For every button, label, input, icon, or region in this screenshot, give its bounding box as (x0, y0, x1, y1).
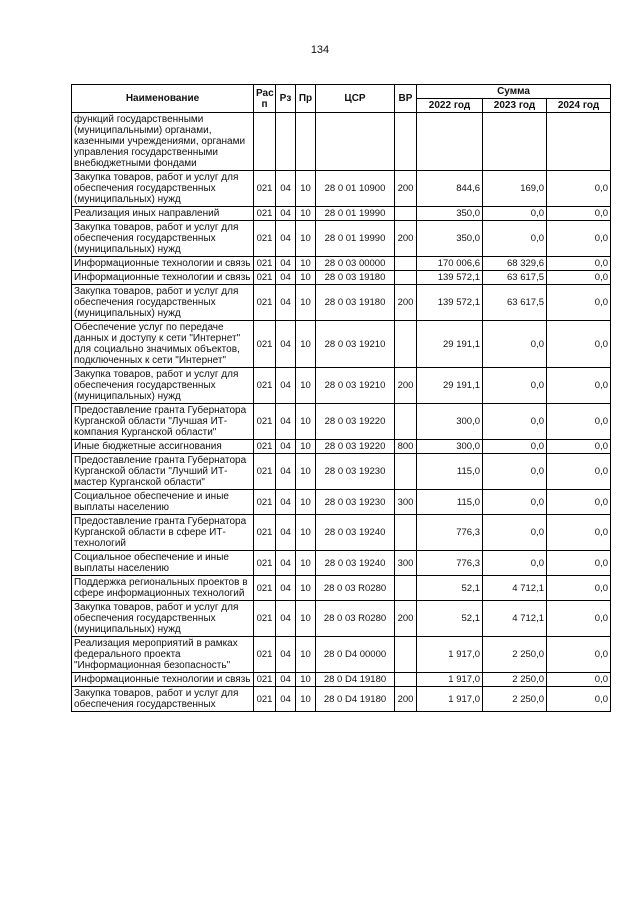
row-2024: 0,0 (547, 454, 611, 490)
table-row (72, 515, 611, 551)
table-row (72, 113, 611, 171)
row-vr (395, 515, 417, 551)
row-rasp: 021 (254, 687, 276, 712)
row-rz: 04 (276, 285, 296, 321)
row-2022: 29 191,1 (417, 368, 483, 404)
row-2024: 0,0 (547, 601, 611, 637)
table-row (72, 673, 611, 687)
table-row (72, 257, 611, 271)
row-rz: 04 (276, 673, 296, 687)
row-rasp: 021 (254, 271, 276, 285)
row-vr (395, 404, 417, 440)
row-name: функций государственными (муниципальными) органами, казенными учреждениями, органами управления государственными внебюджетными фондами (72, 113, 254, 171)
row-2023 (483, 113, 547, 171)
row-rasp: 021 (254, 171, 276, 207)
row-csr (316, 113, 395, 171)
row-csr: 28 0 03 19210 (316, 321, 395, 368)
row-pr: 10 (296, 490, 316, 515)
row-2022: 29 191,1 (417, 321, 483, 368)
table-row (72, 404, 611, 440)
row-rz: 04 (276, 404, 296, 440)
table-row (72, 637, 611, 673)
row-2022: 1 917,0 (417, 637, 483, 673)
row-pr: 10 (296, 440, 316, 454)
row-name: Информационные технологии и связь (72, 271, 254, 285)
row-rasp: 021 (254, 221, 276, 257)
row-2023: 0,0 (483, 440, 547, 454)
row-2022: 350,0 (417, 207, 483, 221)
row-name: Закупка товаров, работ и услуг для обеспечения государственных (муниципальных) нужд (72, 221, 254, 257)
row-rasp: 021 (254, 207, 276, 221)
row-name: Предоставление гранта Губернатора Курганской области "Лучшая ИТ-компания Курганской области" (72, 404, 254, 440)
row-rasp: 021 (254, 551, 276, 576)
row-rasp: 021 (254, 257, 276, 271)
row-name: Закупка товаров, работ и услуг для обеспечения государственных (муниципальных) нужд (72, 171, 254, 207)
row-rz: 04 (276, 515, 296, 551)
row-vr: 200 (395, 221, 417, 257)
row-2022: 1 917,0 (417, 687, 483, 712)
row-2022: 776,3 (417, 551, 483, 576)
header-rz: Рз (276, 85, 296, 113)
row-name: Предоставление гранта Губернатора Курганской области в сфере ИТ-технологий (72, 515, 254, 551)
row-vr: 200 (395, 368, 417, 404)
row-pr: 10 (296, 515, 316, 551)
row-name: Поддержка региональных проектов в сфере информационных технологий (72, 576, 254, 601)
row-pr: 10 (296, 576, 316, 601)
header-sum: Сумма (417, 85, 611, 99)
table-body (72, 113, 611, 712)
row-2022: 52,1 (417, 576, 483, 601)
row-csr: 28 0 D4 00000 (316, 637, 395, 673)
row-2022: 350,0 (417, 221, 483, 257)
row-2022: 1 917,0 (417, 673, 483, 687)
row-2023: 4 712,1 (483, 576, 547, 601)
row-rz: 04 (276, 637, 296, 673)
row-pr: 10 (296, 687, 316, 712)
row-2023: 4 712,1 (483, 601, 547, 637)
row-csr: 28 0 D4 19180 (316, 687, 395, 712)
row-pr: 10 (296, 551, 316, 576)
row-csr: 28 0 03 R0280 (316, 576, 395, 601)
row-csr: 28 0 D4 19180 (316, 673, 395, 687)
row-2024: 0,0 (547, 576, 611, 601)
row-name: Обеспечение услуг по передаче данных и доступу к сети "Интернет" для социально значимых объектов, подключенных к сети "Интернет" (72, 321, 254, 368)
row-2023: 0,0 (483, 221, 547, 257)
row-2024 (547, 113, 611, 171)
row-rz: 04 (276, 368, 296, 404)
row-pr: 10 (296, 171, 316, 207)
table-row (72, 271, 611, 285)
table-row (72, 601, 611, 637)
row-csr: 28 0 03 19180 (316, 271, 395, 285)
row-vr: 300 (395, 551, 417, 576)
row-2024: 0,0 (547, 515, 611, 551)
row-vr (395, 637, 417, 673)
row-2024: 0,0 (547, 687, 611, 712)
row-pr: 10 (296, 368, 316, 404)
row-name: Реализация иных направлений (72, 207, 254, 221)
row-pr: 10 (296, 207, 316, 221)
row-vr (395, 576, 417, 601)
row-name: Закупка товаров, работ и услуг для обеспечения государственных (муниципальных) нужд (72, 601, 254, 637)
header-2023: 2023 год (483, 99, 547, 113)
row-csr: 28 0 03 19240 (316, 551, 395, 576)
row-2024: 0,0 (547, 271, 611, 285)
row-2024: 0,0 (547, 490, 611, 515)
row-csr: 28 0 03 00000 (316, 257, 395, 271)
row-2024: 0,0 (547, 257, 611, 271)
row-2024: 0,0 (547, 673, 611, 687)
row-csr: 28 0 03 19230 (316, 490, 395, 515)
row-2023: 63 617,5 (483, 271, 547, 285)
row-2022: 52,1 (417, 601, 483, 637)
table-row (72, 454, 611, 490)
page-number: 134 (310, 44, 330, 56)
row-pr: 10 (296, 285, 316, 321)
row-name: Информационные технологии и связь (72, 257, 254, 271)
row-2024: 0,0 (547, 551, 611, 576)
row-vr: 200 (395, 171, 417, 207)
row-pr (296, 113, 316, 171)
row-2022: 300,0 (417, 440, 483, 454)
row-2023: 0,0 (483, 454, 547, 490)
row-rasp: 021 (254, 285, 276, 321)
row-pr: 10 (296, 321, 316, 368)
row-name: Предоставление гранта Губернатора Курганской области "Лучший ИТ-мастер Курганской области" (72, 454, 254, 490)
header-2024: 2024 год (547, 99, 611, 113)
row-vr (395, 207, 417, 221)
row-rasp: 021 (254, 440, 276, 454)
row-pr: 10 (296, 257, 316, 271)
row-name: Закупка товаров, работ и услуг для обеспечения государственных (муниципальных) нужд (72, 285, 254, 321)
row-2022: 115,0 (417, 490, 483, 515)
row-2023: 0,0 (483, 551, 547, 576)
row-name: Иные бюджетные ассигнования (72, 440, 254, 454)
table-row (72, 171, 611, 207)
row-2023: 169,0 (483, 171, 547, 207)
row-rasp: 021 (254, 404, 276, 440)
row-2023: 0,0 (483, 207, 547, 221)
row-rasp: 021 (254, 454, 276, 490)
table-row (72, 368, 611, 404)
row-pr: 10 (296, 454, 316, 490)
table-row (72, 490, 611, 515)
row-csr: 28 0 03 19180 (316, 285, 395, 321)
row-rasp: 021 (254, 601, 276, 637)
row-2024: 0,0 (547, 285, 611, 321)
header-rasp: Рас п (254, 85, 276, 113)
row-vr (395, 454, 417, 490)
row-rasp (254, 113, 276, 171)
row-2024: 0,0 (547, 637, 611, 673)
row-name: Социальное обеспечение и иные выплаты населению (72, 490, 254, 515)
row-2023: 2 250,0 (483, 673, 547, 687)
row-pr: 10 (296, 271, 316, 285)
budget-table (71, 84, 611, 712)
row-2023: 0,0 (483, 404, 547, 440)
row-2023: 0,0 (483, 321, 547, 368)
row-rz: 04 (276, 551, 296, 576)
row-csr: 28 0 01 19990 (316, 221, 395, 257)
row-csr: 28 0 03 19240 (316, 515, 395, 551)
row-2023: 2 250,0 (483, 637, 547, 673)
row-rasp: 021 (254, 637, 276, 673)
row-2024: 0,0 (547, 171, 611, 207)
table-row (72, 221, 611, 257)
row-csr: 28 0 03 R0280 (316, 601, 395, 637)
row-csr: 28 0 01 10900 (316, 171, 395, 207)
row-csr: 28 0 03 19210 (316, 368, 395, 404)
row-2023: 63 617,5 (483, 285, 547, 321)
table-row (72, 687, 611, 712)
row-rz: 04 (276, 321, 296, 368)
header-csr: ЦСР (316, 85, 395, 113)
row-rz (276, 113, 296, 171)
row-rasp: 021 (254, 490, 276, 515)
row-vr: 200 (395, 285, 417, 321)
row-2022: 139 572,1 (417, 271, 483, 285)
row-rasp: 021 (254, 576, 276, 601)
row-2024: 0,0 (547, 440, 611, 454)
row-2023: 0,0 (483, 368, 547, 404)
row-rz: 04 (276, 207, 296, 221)
table-row (72, 321, 611, 368)
row-vr: 300 (395, 490, 417, 515)
table-row (72, 551, 611, 576)
header-name: Наименование (72, 85, 254, 113)
row-name: Закупка товаров, работ и услуг для обеспечения государственных (72, 687, 254, 712)
row-rz: 04 (276, 601, 296, 637)
row-name: Закупка товаров, работ и услуг для обеспечения государственных (муниципальных) нужд (72, 368, 254, 404)
row-2022: 300,0 (417, 404, 483, 440)
row-2022: 844,6 (417, 171, 483, 207)
row-2022: 139 572,1 (417, 285, 483, 321)
row-2022: 170 006,6 (417, 257, 483, 271)
row-2023: 2 250,0 (483, 687, 547, 712)
table-row (72, 440, 611, 454)
row-vr (395, 321, 417, 368)
row-vr: 200 (395, 687, 417, 712)
row-pr: 10 (296, 601, 316, 637)
row-name: Информационные технологии и связь (72, 673, 254, 687)
row-pr: 10 (296, 673, 316, 687)
row-rasp: 021 (254, 321, 276, 368)
row-2024: 0,0 (547, 207, 611, 221)
row-2023: 68 329,6 (483, 257, 547, 271)
row-2022 (417, 113, 483, 171)
row-rz: 04 (276, 687, 296, 712)
row-name: Социальное обеспечение и иные выплаты населению (72, 551, 254, 576)
table-header (72, 85, 611, 113)
row-name: Реализация мероприятий в рамках федерального проекта "Информационная безопасность" (72, 637, 254, 673)
header-vr: ВР (395, 85, 417, 113)
row-vr (395, 257, 417, 271)
row-2022: 115,0 (417, 454, 483, 490)
row-2024: 0,0 (547, 221, 611, 257)
row-rasp: 021 (254, 368, 276, 404)
row-2023: 0,0 (483, 490, 547, 515)
row-vr: 800 (395, 440, 417, 454)
row-rz: 04 (276, 271, 296, 285)
row-rz: 04 (276, 490, 296, 515)
row-2023: 0,0 (483, 515, 547, 551)
header-pr: Пр (296, 85, 316, 113)
row-2022: 776,3 (417, 515, 483, 551)
row-pr: 10 (296, 637, 316, 673)
table-row (72, 576, 611, 601)
row-vr: 200 (395, 601, 417, 637)
row-vr (395, 673, 417, 687)
row-rasp: 021 (254, 673, 276, 687)
row-rz: 04 (276, 576, 296, 601)
row-csr: 28 0 03 19230 (316, 454, 395, 490)
row-rz: 04 (276, 440, 296, 454)
row-vr (395, 271, 417, 285)
row-csr: 28 0 01 19990 (316, 207, 395, 221)
row-rz: 04 (276, 171, 296, 207)
row-vr (395, 113, 417, 171)
row-rz: 04 (276, 454, 296, 490)
row-2024: 0,0 (547, 368, 611, 404)
row-2024: 0,0 (547, 321, 611, 368)
table-row (72, 285, 611, 321)
header-2022: 2022 год (417, 99, 483, 113)
row-csr: 28 0 03 19220 (316, 440, 395, 454)
row-rasp: 021 (254, 515, 276, 551)
row-pr: 10 (296, 221, 316, 257)
row-csr: 28 0 03 19220 (316, 404, 395, 440)
row-2024: 0,0 (547, 404, 611, 440)
table-row (72, 207, 611, 221)
row-rz: 04 (276, 257, 296, 271)
row-pr: 10 (296, 404, 316, 440)
row-rz: 04 (276, 221, 296, 257)
